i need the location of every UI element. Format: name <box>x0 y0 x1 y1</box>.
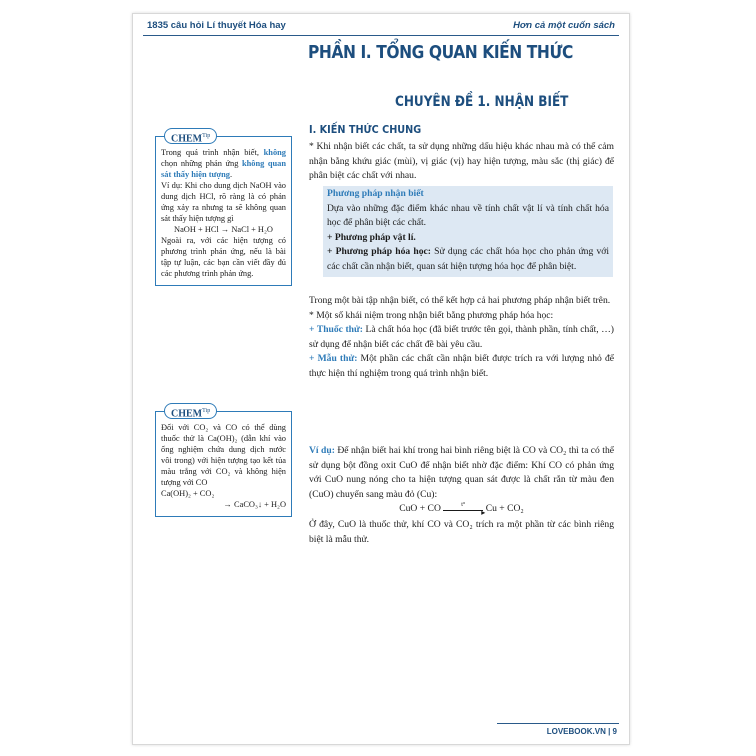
reaction-arrow <box>443 502 486 518</box>
arrow-head-icon: ▸ <box>481 508 486 518</box>
tip1-highlight-1: không <box>263 148 286 157</box>
method-chemical-text: Sử dụng các chất hóa học cho phản ứng với các chất cần nhận biết, quan sát hiện tượng hóa học để phân biệt. <box>327 246 609 272</box>
arrow-line <box>443 510 483 511</box>
book-page <box>132 13 630 745</box>
header-divider <box>143 35 619 36</box>
sample-paragraph <box>309 352 614 381</box>
badge-text: CHEM <box>171 408 203 420</box>
chem-tip-badge <box>164 128 217 144</box>
method-chemical-label: + Phương pháp hóa học: <box>327 246 431 258</box>
header-book-title: 1835 câu hỏi Lí thuyết Hóa hay <box>147 20 286 31</box>
tip2-equation-2: → CaCO₃↓ + H₂O <box>223 500 286 509</box>
section-title: I. KIẾN THỨC CHUNG <box>309 123 422 136</box>
tip1-text-c: chọn những phản ứng <box>161 159 242 168</box>
topic-title: CHUYÊN ĐỀ 1. NHẬN BIẾT <box>395 94 569 110</box>
part-title: PHẦN I. TỔNG QUAN KIẾN THỨC <box>308 42 573 63</box>
method-title: Phương pháp nhận biết <box>327 188 424 199</box>
badge-text: CHEM <box>171 133 203 145</box>
tip2-equation-1: Ca(OH)₂ + CO₂ <box>161 489 215 498</box>
footer-separator: | <box>605 727 613 736</box>
equation-reactants: CuO + CO <box>399 503 441 515</box>
reagent-paragraph <box>309 323 614 352</box>
equation-products: Cu + CO₂ <box>485 503 524 515</box>
tip2-paragraph: Đối với CO₂ và CO có thể dùng thuốc thử là Ca(OH)₂ (dẫn khí vào ống nghiệm chứa dung dịch nước vôi trong) với hiện tượng tạo kết tủa màu trắng với CO₂ và không hiện tượng với CO <box>161 423 286 487</box>
section-intro <box>309 140 614 184</box>
cuo-equation <box>309 502 614 518</box>
badge-sup: Tip <box>202 408 211 414</box>
chem-tip-box-2 <box>155 408 292 517</box>
example-text: Để nhận biết hai khí trong hai bình riêng biệt là CO và CO₂ thì ta có thể sử dụng bột đồng oxit CuO để nhận biết nhờ đặc điểm: Khí CO có phản ứng với CuO nung nóng cho ta hiện tượng quan sát được là chất rắn từ màu đen (CuO) chuyển sang màu đỏ (Cu): <box>309 445 614 500</box>
reagent-label: + Thuốc thử: <box>309 324 363 336</box>
example-block <box>309 444 614 547</box>
concepts-paragraph: * Một số khái niệm trong nhận biết bằng phương pháp hóa học: <box>309 309 554 321</box>
tip1-paragraph-2: Ví dụ: Khi cho dung dịch NaOH vào dung dịch HCl, rõ ràng là có phản ứng xảy ra nhưng ta sẽ không quan sát thấy hiện tượng gì <box>161 181 286 223</box>
combine-paragraph: Trong một bài tập nhận biết, có thể kết hợp cả hai phương pháp nhận biết trên. <box>309 295 611 306</box>
method-chemical <box>327 245 609 274</box>
badge-sup: Tip <box>202 133 211 139</box>
example-paragraph <box>309 444 614 502</box>
tip1-text-a: Trong quá trình nhận biết, <box>161 148 264 157</box>
tip1-equation: NaOH + HCl → NaCl + H₂O <box>174 225 273 234</box>
footer-divider <box>497 723 619 724</box>
footer <box>547 727 617 736</box>
example-label: Ví dụ: <box>309 445 335 456</box>
method-box <box>323 186 613 277</box>
intro-paragraph: * Khi nhận biết các chất, ta sử dụng những dấu hiệu khác nhau mà có thể cảm nhận bằng khứu giác (mùi), vị giác (vị) hay hiện tượng, màu sắc (thị giác) để phân biệt các chất với nhau. <box>309 141 614 182</box>
body-text <box>309 294 614 382</box>
sample-text: Một phần các chất cần nhận biết được trích ra với lượng nhỏ để thực hiện thí nghiệm trong quá trình nhận biết. <box>309 353 614 379</box>
reagent-text: Là chất hóa học (đã biết trước tên gọi, thành phần, tính chất, …) sử dụng để nhận biết các chất đề bài yêu cầu. <box>309 324 614 350</box>
chem-tip-box-1 <box>155 133 292 286</box>
tip1-text-e: . <box>230 170 233 179</box>
header-slogan: Hơn cả một cuốn sách <box>513 20 615 31</box>
method-physical: + Phương pháp vật lí. <box>327 231 416 243</box>
footer-site[interactable]: LOVEBOOK.VN <box>546 727 606 736</box>
method-description: Dựa vào những đặc điểm khác nhau về tính chất vật lí và tính chất hóa học để phân biệt các chất. <box>327 202 609 229</box>
sample-label: + Mẫu thử: <box>309 353 358 365</box>
tip1-paragraph-3: Ngoài ra, với các hiện tượng có phương trình phản ứng, nếu là bài tập tự luận, các bạn cần viết đầy đủ các phương trình phản ứng. <box>161 236 286 278</box>
reaction-condition: t° <box>461 502 466 509</box>
tip1-highlight-2: không quan sát thấy hiện tượng <box>161 159 287 179</box>
conclusion-paragraph: Ở đây, CuO là thuốc thử, khí CO và CO₂ trích ra một phần từ các bình riêng biệt là mẫu thử. <box>309 518 614 545</box>
page-number: 9 <box>612 727 617 736</box>
chem-tip-badge <box>164 403 217 419</box>
tip1-paragraph-1 <box>161 147 286 180</box>
